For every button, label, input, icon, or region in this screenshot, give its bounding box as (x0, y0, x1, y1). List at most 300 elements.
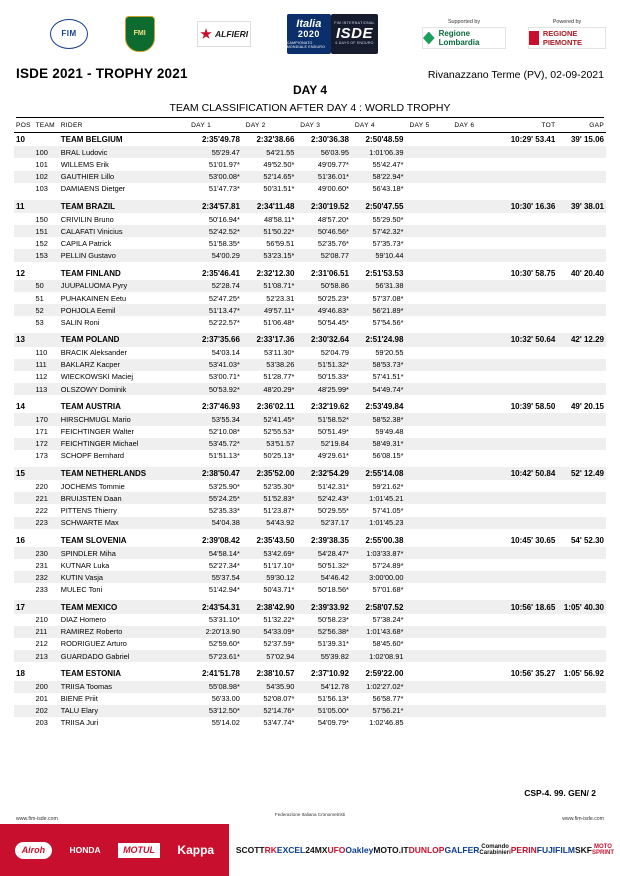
rider-number: 211 (35, 627, 48, 637)
rider-day2: 51'28.77* (263, 372, 295, 382)
rider-day3: 50'25.23* (317, 293, 349, 303)
rider-number: 173 (35, 451, 48, 461)
rider-number: 233 (35, 584, 48, 594)
rider-day3: 51'58.52* (317, 415, 349, 424)
rider-number: 152 (35, 238, 48, 248)
rider-day2: 53'47.74* (263, 718, 295, 728)
rider-day3: 50'54.45* (317, 317, 349, 327)
rider-row (14, 347, 606, 359)
rider-name: BAKLARZ Kacper (60, 360, 120, 370)
column-header-day3: DAY 3 (300, 122, 321, 129)
document-header (0, 62, 620, 81)
rider-day3: 52'19.84 (320, 439, 349, 449)
rider-day1: 53'25.90* (208, 481, 240, 491)
team-total: 10:45' 30.65 (510, 535, 556, 545)
sponsor-logo: EXCEL (276, 844, 306, 855)
rider-day1: 54'03.14 (211, 348, 240, 358)
classification-title: TEAM CLASSIFICATION AFTER DAY 4 : WORLD TROPHY (169, 102, 451, 114)
rider-day2: 56'59.51 (266, 238, 295, 248)
rider-number: 51 (35, 293, 44, 303)
rider-day4: 58'22.94* (372, 172, 404, 182)
rider-day2: 51'06.48* (263, 317, 295, 327)
sponsor-footer-left (0, 824, 229, 876)
rider-day3: 51'05.00* (317, 706, 349, 716)
rider-day4: 59'20.55 (375, 348, 404, 358)
rider-row (14, 413, 606, 425)
italia-logo-line1: Italia (296, 17, 322, 30)
rider-day4: 57'56.21* (372, 706, 404, 716)
team-day3: 2:37'10.92 (311, 669, 349, 679)
rider-day1: 55'24.25* (208, 493, 240, 503)
rider-day4: 56'43.18* (372, 184, 404, 194)
rider-row (14, 559, 606, 571)
rider-day2: 53'23.15* (263, 250, 295, 260)
rider-day4: 57'54.56* (372, 317, 404, 327)
rider-number: 50 (35, 281, 44, 291)
team-day2: 2:34'11.48 (256, 201, 295, 211)
rider-row (14, 249, 606, 261)
column-header-day4: DAY 4 (354, 122, 375, 129)
rider-day4: 3:00'00.00 (369, 572, 404, 582)
rider-day4: 55'42.47* (372, 160, 404, 170)
team-row (14, 333, 606, 346)
rider-name: CRIVILIN Bruno (60, 214, 114, 224)
column-header-team: TEAM (35, 122, 55, 129)
team-day2: 2:38'10.57 (256, 669, 295, 679)
rider-row (14, 480, 606, 492)
rider-row (14, 638, 606, 650)
rider-day1: 52'27.34* (208, 560, 240, 570)
team-row (14, 534, 606, 547)
rider-row (14, 146, 606, 158)
rider-number: 53 (35, 317, 44, 327)
column-header-pos: POS (16, 122, 31, 129)
team-gap: 1:05' 40.30 (563, 602, 604, 612)
rider-day3: 50'18.56* (317, 584, 349, 594)
team-day3: 2:32'54.29 (311, 469, 349, 479)
rider-name: CAPILA Patrick (60, 238, 112, 248)
team-row (14, 467, 606, 480)
isde-logo-top: FIM INTERNATIONAL (334, 20, 375, 25)
rider-name: TRIISA Toomas (60, 682, 112, 692)
day-title: DAY 4 (292, 83, 328, 97)
rider-day2: 51'32.22* (263, 615, 295, 625)
rider-day2: 50'25.13* (263, 451, 295, 461)
team-day2: 2:35'43.50 (256, 535, 295, 545)
team-day1: 2:35'46.41 (201, 268, 240, 278)
rider-day1: 52'35.33* (208, 505, 240, 515)
rider-number: 201 (35, 694, 48, 704)
rider-day3: 48'25.99* (317, 384, 349, 394)
rider-day4: 55'29.50* (372, 214, 404, 224)
rider-day3: 50'29.55* (317, 505, 349, 515)
rider-name: JOCHEMS Tommie (60, 481, 125, 491)
team-gap: 42' 12.29 (570, 335, 604, 345)
rider-day1: 54'04.38 (211, 518, 240, 528)
rider-day3: 49'29.61* (317, 451, 349, 461)
fmi-logo-text: FMI (125, 16, 155, 52)
rider-day2: 48'58.11* (263, 214, 295, 224)
rider-day2: 50'43.71* (263, 584, 295, 594)
rider-day3: 55'39.82 (320, 651, 349, 661)
isde-logo-bottom: 6 DAYS OF ENDURO (335, 41, 374, 46)
team-day2: 2:33'17.36 (256, 335, 295, 345)
footer-url-right: www.fim-isde.com (562, 816, 604, 822)
rider-day2: 53'11.30* (263, 348, 295, 358)
team-name: TEAM NETHERLANDS (60, 469, 147, 479)
team-day4: 2:51'24.98 (365, 335, 404, 345)
team-total: 10:32' 50.64 (510, 335, 556, 345)
rider-day4: 59'10.44 (375, 250, 404, 260)
team-day1: 2:41'51.78 (201, 669, 240, 679)
rider-row (14, 547, 606, 559)
team-position: 18 (16, 669, 25, 679)
rider-number: 203 (35, 718, 48, 728)
rider-row (14, 371, 606, 383)
rider-number: 210 (35, 615, 48, 625)
team-position: 11 (16, 201, 25, 211)
rider-day4: 57'38.24* (372, 615, 404, 625)
team-day2: 2:38'42.90 (256, 602, 295, 612)
team-name: TEAM MEXICO (60, 602, 118, 612)
rider-number: 111 (35, 360, 47, 370)
team-name: TEAM SLOVENIA (60, 535, 127, 545)
supported-by-block (422, 19, 506, 49)
venue-date: Rivanazzano Terme (PV), 02-09-2021 (427, 69, 604, 81)
rider-number: 172 (35, 439, 48, 449)
team-total: 10:42' 50.84 (510, 469, 556, 479)
rider-name: CALAFATI Vinicius (60, 226, 123, 236)
rider-day1: 57'23.61* (208, 651, 240, 661)
team-day2: 2:35'52.00 (256, 469, 295, 479)
rider-number: 103 (35, 184, 48, 194)
rider-day3: 51'36.01* (317, 172, 349, 182)
rider-name: WILLEMS Erik (60, 160, 109, 170)
rider-name: KUTNAR Luka (60, 560, 110, 570)
rider-day1: 51'13.47* (208, 305, 240, 315)
sponsor-logo: PERIN (510, 844, 537, 855)
rider-day3: 50'58.23* (317, 615, 349, 625)
rider-name: SALIN Roni (60, 317, 100, 327)
sponsor-logo: Comando Carabinieri (479, 844, 511, 856)
rider-day2: 51'52.83* (263, 493, 295, 503)
piemonte-flag-icon (529, 31, 539, 45)
rider-row (14, 626, 606, 638)
table-body (14, 133, 606, 734)
powered-by-block (528, 19, 606, 49)
team-day4: 2:51'53.53 (365, 268, 404, 278)
rider-name: TALU Elary (60, 706, 99, 716)
rider-day1: 50'53.92* (208, 384, 240, 394)
rider-number: 170 (35, 415, 48, 424)
rider-day2: 52'08.07* (263, 694, 295, 704)
team-gap: 1:05' 56.92 (563, 669, 604, 679)
rider-row (14, 492, 606, 504)
sponsor-logo: MOTO.IT (373, 844, 409, 855)
team-position: 12 (16, 268, 25, 278)
rider-name: MULEC Toni (60, 584, 103, 594)
rider-day2: 52'55.53* (263, 427, 295, 437)
rider-day4: 57'24.89* (372, 560, 404, 570)
column-header-tot: TOT (541, 122, 556, 129)
sponsor-logo: MOTUL (118, 843, 160, 858)
team-day4: 2:53'49.84 (365, 402, 404, 412)
rider-day3: 50'51.32* (317, 560, 349, 570)
rider-day3: 49'46.83* (317, 305, 349, 315)
rider-day1: 2:20'13.90 (205, 627, 240, 637)
rider-day4: 56'31.38 (375, 281, 404, 291)
rider-day1: 53'00.08* (208, 172, 240, 182)
sponsor-logo: RK (264, 844, 277, 855)
regione-piemonte-text: REGIONE PIEMONTE (542, 29, 582, 47)
rider-day1: 52'59.60* (208, 639, 240, 649)
rider-day1: 51'47.73* (208, 184, 240, 194)
italia-2020-logo (287, 14, 331, 54)
team-day1: 2:37'35.66 (201, 335, 240, 345)
team-name: TEAM BRAZIL (60, 201, 115, 211)
rider-day1: 54'58.14* (208, 548, 240, 558)
rider-day4: 56'21.89* (372, 305, 404, 315)
rider-day2: 53'38.26 (266, 360, 295, 370)
rider-day3: 50'15.33* (317, 372, 349, 382)
team-name: TEAM BELGIUM (60, 135, 123, 145)
team-row (14, 667, 606, 680)
team-day3: 2:31'06.51 (311, 268, 349, 278)
rider-row (14, 438, 606, 450)
rider-day4: 57'42.32* (372, 226, 404, 236)
rider-day4: 58'49.31* (372, 439, 404, 449)
sponsor-logo: DUNLOP (408, 844, 445, 855)
team-day3: 2:30'36.38 (311, 135, 349, 145)
rider-day1: 53'31.10* (208, 615, 240, 625)
rider-day2: 52'35.30* (263, 481, 295, 491)
rider-day1: 53'00.71* (208, 372, 240, 382)
rider-day2: 59'30.12 (266, 572, 295, 582)
rider-day1: 52'47.25* (208, 293, 240, 303)
rider-day4: 58'53.73* (372, 360, 404, 370)
rider-day4: 59'21.62* (372, 481, 404, 491)
rider-row (14, 237, 606, 249)
rider-row (14, 292, 606, 304)
team-day4: 2:55'14.08 (365, 469, 404, 479)
team-day4: 2:59'22.00 (365, 669, 404, 679)
fmi-logo (124, 13, 155, 55)
team-position: 13 (16, 335, 25, 345)
rider-day3: 51'56.13* (317, 694, 349, 704)
rider-day4: 1:02'46.85 (369, 718, 404, 728)
rider-day2: 52'14.65* (263, 172, 295, 182)
italia-logo-line2: 2020 (297, 28, 320, 39)
rider-day1: 51'01.97* (208, 160, 240, 170)
footer-timing-federation: Federazione Italiana Cronometristi (274, 812, 346, 817)
team-position: 14 (16, 402, 25, 412)
rider-row (14, 304, 606, 316)
rider-day2: 54'35.90 (266, 682, 295, 692)
isde-logo-main: ISDE (335, 24, 373, 42)
column-header-day1: DAY 1 (191, 122, 212, 129)
rider-row (14, 316, 606, 328)
rider-name: SCHOPF Bernhard (60, 451, 125, 461)
rider-number: 100 (35, 147, 48, 157)
column-header-day5: DAY 5 (409, 122, 430, 129)
rider-day4: 1:01'06.39 (369, 147, 404, 157)
rider-number: 171 (35, 427, 48, 437)
rider-name: PITTENS Thierry (60, 505, 117, 515)
rider-name: DIAZ Homero (60, 615, 106, 625)
rider-day3: 50'46.56* (317, 226, 349, 236)
rider-day3: 52'35.76* (317, 238, 349, 248)
rider-day3: 52'42.43* (317, 493, 349, 503)
rider-row (14, 693, 606, 705)
sponsor-logo: Oakley (345, 844, 374, 855)
team-day3: 2:32'19.62 (311, 402, 349, 412)
rider-day3: 56'03.95 (320, 147, 349, 157)
rider-day3: 52'37.17 (320, 518, 349, 528)
team-total: 10:30' 58.75 (510, 268, 556, 278)
rider-number: 151 (35, 226, 48, 236)
rider-day1: 53'12.50* (208, 706, 240, 716)
rider-day1: 52'28.74 (211, 281, 240, 291)
rider-day3: 51'51.32* (317, 360, 349, 370)
rider-name: KUTIN Vasja (60, 572, 103, 582)
rider-row (14, 171, 606, 183)
rider-number: 220 (35, 481, 48, 491)
sponsor-logo: UFO (327, 844, 346, 855)
rider-day3: 54'28.47* (317, 548, 349, 558)
team-gap: 39' 15.06 (570, 135, 604, 145)
footer-url-left: www.fim-isde.com (16, 816, 58, 822)
team-gap: 40' 20.40 (570, 268, 604, 278)
supported-by-caption: Supported by (447, 19, 481, 25)
rider-day1: 55'29.47 (211, 147, 240, 157)
rider-row (14, 183, 606, 195)
rider-name: FEICHTINGER Michael (60, 439, 139, 449)
rider-number: 213 (35, 651, 48, 661)
rider-number: 150 (35, 214, 48, 224)
rider-day2: 53'42.69* (263, 548, 295, 558)
rider-day3: 51'42.31* (317, 481, 349, 491)
rider-row (14, 614, 606, 626)
team-gap: 39' 38.01 (570, 201, 604, 211)
rider-day1: 51'58.35* (208, 238, 240, 248)
rider-day4: 57'01.68* (372, 584, 404, 594)
rider-name: TRIISA Juri (60, 718, 99, 728)
team-name: TEAM ESTONIA (60, 669, 122, 679)
team-total: 10:56' 35.27 (510, 669, 556, 679)
rider-day4: 1:01'45.21 (369, 493, 404, 503)
sponsor-logo: SCOTT (235, 844, 265, 855)
team-total: 10:56' 18.65 (510, 602, 556, 612)
team-row (14, 400, 606, 413)
rider-row (14, 158, 606, 170)
sponsor-footer-bar (0, 824, 620, 876)
sponsor-logo: SKF (575, 844, 592, 855)
rider-day2: 53'51.57 (266, 439, 295, 449)
rider-day2: 54'43.92 (266, 518, 295, 528)
powered-by-caption: Powered by (552, 19, 582, 25)
sponsor-logo: Kappa (177, 843, 215, 857)
team-day1: 2:39'08.42 (201, 535, 240, 545)
column-header-day2: DAY 2 (245, 122, 266, 129)
rider-day1: 55'37.54 (211, 572, 240, 582)
team-day1: 2:43'54.31 (201, 602, 240, 612)
rider-day1: 51'51.13* (208, 451, 240, 461)
rider-name: PELLIN Gustavo (60, 250, 116, 260)
rider-day3: 48'57.20* (317, 214, 349, 224)
rider-day4: 1:01'45.23 (369, 518, 404, 528)
rider-row (14, 517, 606, 529)
sponsor-logo: GALFER (444, 844, 480, 855)
rider-day2: 51'08.71* (263, 281, 295, 291)
rider-day4: 57'37.08* (372, 293, 404, 303)
sponsor-footer-right (229, 824, 620, 876)
rider-day1: 52'22.57* (208, 317, 240, 327)
rider-name: DAMIAENS Dietger (60, 184, 126, 194)
regione-piemonte-logo (528, 27, 606, 49)
team-position: 10 (16, 135, 25, 145)
rider-number: 221 (35, 493, 48, 503)
rider-name: FEICHTINGER Walter (60, 427, 135, 437)
rider-row (14, 359, 606, 371)
team-day3: 2:30'32.64 (311, 335, 349, 345)
rider-day4: 57'41.51* (372, 372, 404, 382)
sponsor-logo: 24MX (305, 844, 328, 855)
team-position: 17 (16, 602, 25, 612)
team-total: 10:39' 58.50 (510, 402, 556, 412)
rider-name: PUHAKAINEN Eetu (60, 293, 127, 303)
sponsor-logo: MOTO SPRINT (592, 844, 615, 856)
rider-row (14, 213, 606, 225)
group-separator (14, 729, 606, 734)
rider-number: 110 (35, 348, 48, 358)
rider-name: RODRIGUEZ Arturo (60, 639, 127, 649)
fim-logo (50, 14, 88, 54)
team-day2: 2:32'38.66 (256, 135, 295, 145)
fim-logo-text: FIM (50, 19, 88, 49)
footer-code: CSP-4. 99. GEN/ 2 (524, 788, 596, 798)
rider-row (14, 705, 606, 717)
sponsor-logo: Airoh (15, 842, 53, 859)
rider-name: JUUPALUOMA Pyry (60, 281, 128, 291)
rider-day3: 49'00.60* (317, 184, 349, 194)
rider-day3: 50'58.86 (320, 281, 349, 291)
team-name: TEAM AUSTRIA (60, 402, 121, 412)
team-total: 10:30' 16.36 (510, 201, 556, 211)
column-header-rider: RIDER (60, 122, 83, 129)
rider-name: WIECKOWSKI Maciej (60, 372, 134, 382)
rider-name: OLSZOWY Dominik (60, 384, 127, 394)
rider-day2: 52'23.31 (266, 293, 295, 303)
rider-day2: 52'41.45* (263, 415, 295, 424)
rider-day1: 52'10.08* (208, 427, 240, 437)
rider-day4: 1:02'27.02* (366, 682, 404, 692)
rider-day1: 53'41.03* (208, 360, 240, 370)
column-header-gap: GAP (589, 122, 605, 129)
rider-number: 101 (35, 160, 48, 170)
rider-day2: 54'21.55 (266, 147, 295, 157)
team-day1: 2:34'57.81 (201, 201, 240, 211)
rider-day3: 51'39.31* (317, 639, 349, 649)
rider-row (14, 717, 606, 729)
rider-row (14, 571, 606, 583)
rider-row (14, 681, 606, 693)
team-row (14, 600, 606, 613)
team-day1: 2:38'50.47 (201, 469, 240, 479)
rider-day2: 54'33.09* (263, 627, 295, 637)
rider-day4: 58'45.60* (372, 639, 404, 649)
team-name: TEAM FINLAND (60, 268, 121, 278)
rider-number: 112 (35, 372, 48, 382)
